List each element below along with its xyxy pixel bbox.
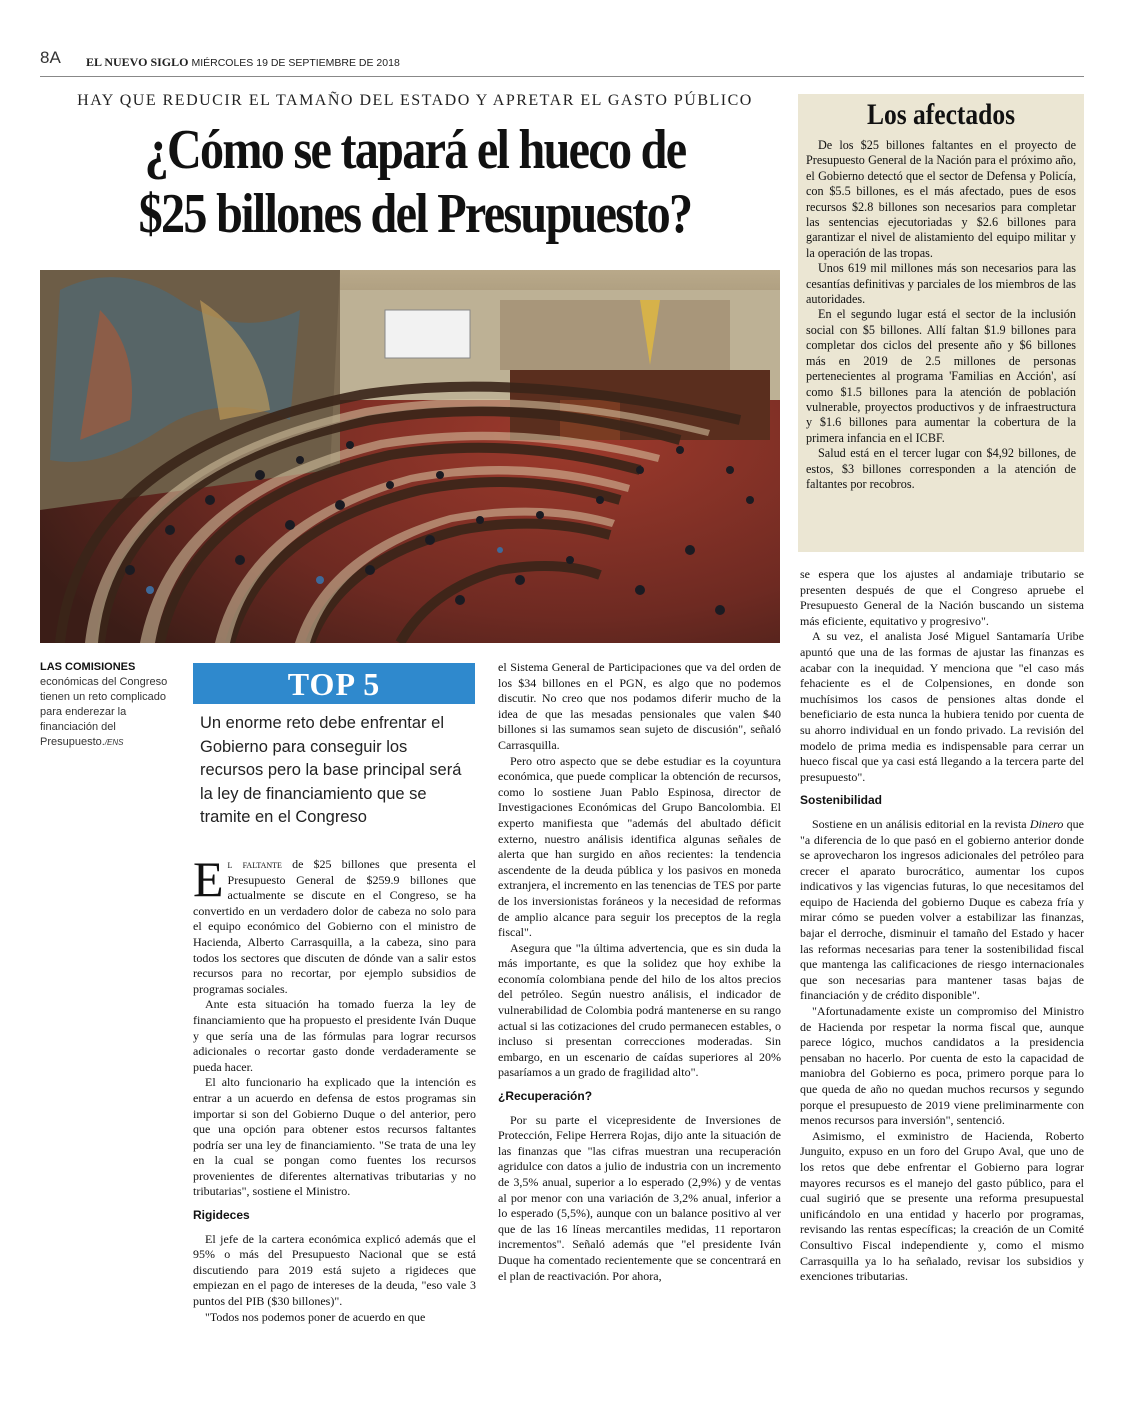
article-paragraph: "Todos nos podemos poner de acuerdo en que xyxy=(205,1309,426,1324)
kicker: HAY QUE REDUCIR EL TAMAÑO DEL ESTADO Y APRETAR EL GASTO PÚBLICO xyxy=(77,92,753,109)
caption-lead: LAS COMISIONES xyxy=(40,661,136,673)
sidebar-paragraph: Unos 619 mil millones más son necesarios para las cesantías definitivas y parciales de los miembros de las autoridades. xyxy=(806,261,1076,307)
headline-line-2: $25 billones del Presupuesto? xyxy=(138,183,692,245)
article-paragraph: se espera que los ajustes al andamiaje tributario se presenten después de que el Congreso apruebe el Presupuesto General de la Nación buscando un sistema más eficiente, equitativo y progresivo". xyxy=(800,567,1084,628)
article-paragraph: Por su parte el vicepresidente de Inversiones de Protección, Felipe Herrera Rojas, dijo ante la situación de las finanzas que "las cifras muestran una recuperación agridulce con datos a julio de industria con un incremento de 3,5% anual, superior a lo esperado (2,9%) y de ventas al por menor con una variación de 3,2% anual, inferior a lo esperado (5,5%), aunque con un balance positivo al ver que de las 16 líneas mercantiles medidas, 11 reportaron incrementos". Señaló además que "el presidente Iván Duque ha comentado recientemente que se concentrará en el plan de reactivación. Por ahora, xyxy=(498,1112,781,1283)
lead-in: l faltante xyxy=(227,857,282,871)
article-paragraph: "Afortunadamente existe un compromiso del Ministro de Hacienda por respetar la norma fiscal que, aunque parece lógico, muchos candidatos a la presidencia pensaban no hacerlo. Por cuenta de esto la capacidad de maniobra del Gobierno es poca, primero porque para lo que queda de año no quedan muchos recursos y segundo porque el presupuesto de 2019 viene preliminarmente con menos recursos para inversión", sentenció. xyxy=(800,1004,1084,1128)
article-paragraph: el Sistema General de Participaciones que va del orden de los $34 billones en el PGN, es algo que no podemos discutir. No creo que nos podamos diferir mucho de la idea de que las mesadas pensionales que valen $40 billones si las sumamos sean sujeto de discusión", señaló Carrasquilla. xyxy=(498,660,781,752)
top5-banner: TOP 5 xyxy=(193,663,475,704)
publication-line xyxy=(86,55,400,70)
article-paragraph: El alto funcionario ha explicado que la intención es entrar a un acuerdo en defensa de estos programas sin importar si son del Gobierno Duque o del anterior, pero que una opción para obtener estos recursos faltantes podría ser una ley de financiamiento. "Se trata de una ley en la cual se pongan como fuentes los recursos provenientes de diferentes alternativas tributarias y no tributarias", sostiene el Ministro. xyxy=(193,1075,476,1199)
article-column-1 xyxy=(193,851,477,1325)
sidebar-paragraph: De los $25 billones faltantes en el proyecto de Presupuesto General de la Nación para el próximo año, el Gobierno detectó que el sector de Defensa y Policía, con $5.5 billones, es el más afectado, pues de esos recursos $2.8 billones son necesarios para completar las sentencias ejecutoriadas y $2.6 billones para garantizar el nivel de alistamiento del equipo militar y la operación de las tropas. xyxy=(806,138,1076,260)
drop-cap: E xyxy=(193,851,224,907)
lead-paragraph-text: de $25 billones que presenta el Presupuesto General de $259.9 billones que actualmente se discute en el Congreso, se ha convertido en un verdadero dolor de cabeza no solo para el equipo económico del Gobierno con el ministro de Hacienda, Alberto Carrasquilla, a la cabeza, sino para todos los sectores que discuten de dónde van a salir estos recursos para no recortar, por ejemplo subsidios de programas sociales. xyxy=(193,857,477,996)
article-paragraph: El jefe de la cartera económica explicó además que el 95% o más del Presupuesto Nacional que se está discutiendo para 2019 está sujeto a rigideces que empiezan en el pago de intereses de la deuda, "eso vale 3 puntos del PIB ($30 billones)". xyxy=(193,1231,476,1309)
page-number: 8A xyxy=(40,48,61,67)
subheading: Sostenibilidad xyxy=(800,793,883,808)
article-column-3 xyxy=(800,567,1084,1285)
magazine-name: Dinero xyxy=(1029,816,1064,831)
sidebar-paragraph: Salud está en el tercer lugar con $4,92 billones, de estos, $3 billones corresponden a la atención de faltantes por recobros. xyxy=(806,446,1076,491)
paragraph-text: Sostiene en un análisis editorial en la revista xyxy=(812,816,1030,831)
photo-caption xyxy=(40,660,175,750)
headline xyxy=(93,118,738,246)
sidebar-paragraph: En el segundo lugar está el sector de la inclusión social con $5 billones. Allí faltan $1.9 billones para completar dos ciclos del presente año y $6 billones más en 2019 de 2.5 millones de personas pertenecientes al programa 'Familias en Acción', así como $1.5 billones para la atención de población vulnerable, proyectos productivos y de infraestructura y $1.6 billones para aumentar la cobertura de la primera infancia en el ICBF. xyxy=(806,307,1076,445)
subheading: ¿Recuperación? xyxy=(498,1089,593,1104)
subheading: Rigideces xyxy=(193,1208,250,1223)
article-paragraph: Ante esta situación ha tomado fuerza la ley de financiamiento que ha propuesto el presidente Iván Duque y que sería una de las fórmulas para lograr recursos adicionales o recortar gasto donde verdaderamente se pueda hacer. xyxy=(193,997,476,1074)
article-paragraph xyxy=(800,817,1084,1004)
sidebar-text xyxy=(806,138,1076,492)
header-rule xyxy=(40,76,1084,77)
caption-credit: /ENS xyxy=(104,738,124,747)
publication-name: EL NUEVO SIGLO xyxy=(86,55,189,69)
article-column-2 xyxy=(498,660,781,1284)
top5-deck: Un enorme reto debe enfrentar el Gobierno para conseguir los recursos pero la base principal será la ley de financiamiento que se tramite en el Congreso xyxy=(200,714,462,826)
headline-line-1: ¿Cómo se tapará el hueco de xyxy=(144,119,686,181)
congress-photo xyxy=(40,270,780,643)
publication-date: MIÉRCOLES 19 DE SEPTIEMBRE DE 2018 xyxy=(191,57,400,69)
article-paragraph: Pero otro aspecto que se debe estudiar es la coyuntura económica, que puede complicar la obtención de recursos, como lo sostiene Juan Pablo Espinosa, director de Investigaciones Económicas del Grupo Bancolombia. El experto manifiesta que "además del abultado déficit externo, nuestro análisis identifica algunas señales de alerta que han surgido en años recientes: la tendencia ascendente de la deuda pública y los pasivos en moneda extranjera, el incremento en las tenencias de TES por parte de los inversionistas foráneos y la necesidad de reformas de amplio alcance para seguir los preceptos de la regla fiscal". xyxy=(498,753,781,940)
article-paragraph: Asegura que "la última advertencia, que es sin duda la más importante, es que la solidez que hoy exhibe la economía colombiana pende del hilo de los altos precios del petróleo. Según nuestro análisis, el indicador de vulnerabilidad de Colombia podrá mantenerse en su rango actual si las cotizaciones del crudo permanecen estables, o incluso si presentan correcciones moderadas. Sin embargo, en un escenario de caídas superiores al 20% pasaríamos a un grado de fragilidad alto". xyxy=(498,940,781,1080)
sidebar-box xyxy=(798,94,1084,552)
caption-text: económicas del Congreso tienen un reto complicado para enderezar la financiación del Presupuesto. xyxy=(40,676,168,748)
article-paragraph: A su vez, el analista José Miguel Santamaría Uribe apuntó que una de las formas de ajustar las finanzas es acabar con la inequidad. Y menciona que "el caso más fehaciente es el de Colpensiones, en donde son muchísimos los casos de pensiones altas donde el beneficiario de esta nunca la hubiera tenido por cuenta de su ahorro individual en un fondo privado. La revisión del modelo de prima media es indispensable para cerrar un hueco fiscal que ya casi está llegando a la tercera parte del presupuesto". xyxy=(800,629,1084,784)
article-paragraph xyxy=(193,851,477,997)
sidebar-title: Los afectados xyxy=(866,98,1016,131)
article-paragraph: Asimismo, el exministro de Hacienda, Roberto Junguito, expuso en un foro del Grupo Aval, que uno de los retos que debe enfrentar el Gobierno para lograr mayores recursos es el manejo del gasto público, para el cual sugirió que se presente una reforma presupuestal unificándolo en una entidad y hacerlo por programas, revisando las rentas específicas; la creación de un Comité Consultivo Fiscal independiente y, como el mismo Carrasquilla ya lo ha señalado, revisar los subsidios y exenciones tributarias. xyxy=(800,1128,1084,1284)
paragraph-text: que "a diferencia de lo que pasó en el gobierno anterior donde se aprovecharon los ingresos adicionales del petróleo para crecer el aparato burocrático, aumentar los cupos indicativos y las vigencias futuras, lo que necesitamos del equipo de Hacienda del gobierno Duque es cabeza fría y mirar cómo se pueden volver a estabilizar las finanzas, bajar el derroche, disminuir el tamaño del Estado y hacer las reformas necesarias para tener la sostenibilidad fiscal que mantenga las calificaciones de riesgo internacionales que son necesarias para mantener tasas bajas de financiación y de crédito disponible". xyxy=(800,816,1084,1003)
